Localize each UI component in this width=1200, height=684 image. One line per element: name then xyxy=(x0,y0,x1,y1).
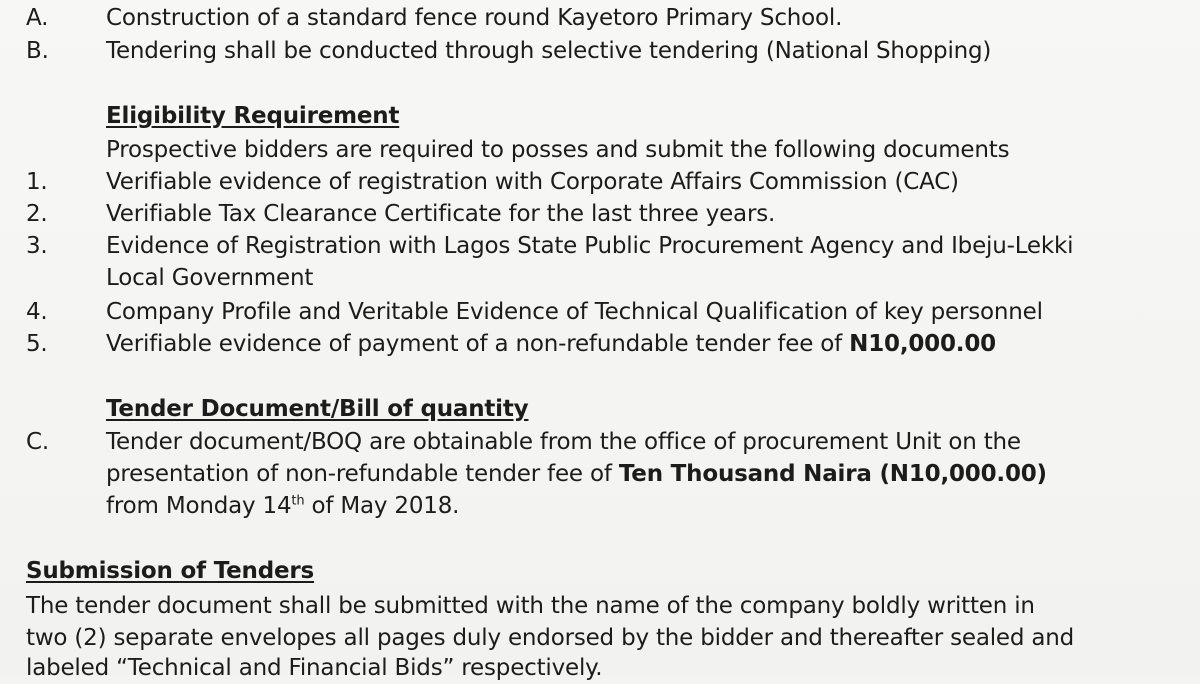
fee-amount: N10,000.00 xyxy=(849,331,996,357)
eligibility-heading-row xyxy=(0,100,1200,132)
submission-heading-row xyxy=(0,555,1200,587)
section-heading: Eligibility Requirement xyxy=(106,103,400,129)
eligibility-item-3 xyxy=(0,230,1200,262)
paragraph-line: Tender document/BOQ are obtainable from the office of procurement Unit on the xyxy=(106,429,1021,455)
eligibility-item-5 xyxy=(0,328,1200,360)
item-text: Verifiable evidence of registration with Corporate Affairs Commission (CAC) xyxy=(106,169,959,195)
item-label: 4. xyxy=(26,299,48,325)
paragraph-line: two (2) separate envelopes all pages duly endorsed by the bidder and thereafter sealed and xyxy=(26,625,1075,651)
item-label: 3. xyxy=(26,233,48,259)
item-text: Tendering shall be conducted through selective tendering (National Shopping) xyxy=(106,38,992,64)
item-text: Construction of a standard fence round Kayetoro Primary School. xyxy=(106,5,843,31)
item-label: 2. xyxy=(26,201,48,227)
submission-line-2 xyxy=(0,622,1200,654)
eligibility-item-4 xyxy=(0,296,1200,328)
submission-line-1 xyxy=(0,590,1200,622)
paragraph-line-plain: presentation of non-refundable tender fee of xyxy=(106,461,619,487)
tender-document-heading-row xyxy=(0,393,1200,425)
ordinal-suffix: th xyxy=(291,493,305,509)
item-label: A. xyxy=(26,5,49,31)
tender-document-line-2 xyxy=(0,458,1200,490)
paragraph-line: The tender document shall be submitted with the name of the company boldly written in xyxy=(26,593,1035,619)
item-text-plain: Verifiable evidence of payment of a non-refundable tender fee of xyxy=(106,331,850,357)
tender-document-line-3 xyxy=(0,490,1200,522)
eligibility-item-1 xyxy=(0,166,1200,198)
paragraph-line: labeled “Technical and Financial Bids” respectively. xyxy=(26,655,603,681)
tender-document-line-1 xyxy=(0,426,1200,458)
item-text: Verifiable Tax Clearance Certificate for the last three years. xyxy=(106,201,776,227)
scope-item-b xyxy=(0,35,1200,67)
eligibility-item-2 xyxy=(0,198,1200,230)
scope-item-a xyxy=(0,2,1200,34)
paragraph-line xyxy=(106,458,1047,490)
section-intro: Prospective bidders are required to posses and submit the following documents xyxy=(106,137,1010,163)
eligibility-item-3-continued xyxy=(0,262,1200,294)
item-label: B. xyxy=(26,38,49,64)
section-heading: Submission of Tenders xyxy=(26,558,315,584)
submission-line-3 xyxy=(0,652,1200,684)
item-label: 5. xyxy=(26,331,48,357)
item-label: 1. xyxy=(26,169,48,195)
eligibility-intro-row xyxy=(0,134,1200,166)
date-text: from Monday 14 xyxy=(106,493,292,519)
item-label: C. xyxy=(26,429,49,455)
section-heading: Tender Document/Bill of quantity xyxy=(106,396,529,422)
item-text xyxy=(106,328,996,360)
paragraph-line xyxy=(106,490,459,522)
item-text: Evidence of Registration with Lagos State Public Procurement Agency and Ibeju-Lekki xyxy=(106,233,1074,259)
item-text: Company Profile and Veritable Evidence of Technical Qualification of key personnel xyxy=(106,299,1043,325)
date-text-rest: of May 2018. xyxy=(304,493,460,519)
fee-words: Ten Thousand Naira (N10,000.00) xyxy=(618,461,1047,487)
item-text: Local Government xyxy=(106,265,314,291)
